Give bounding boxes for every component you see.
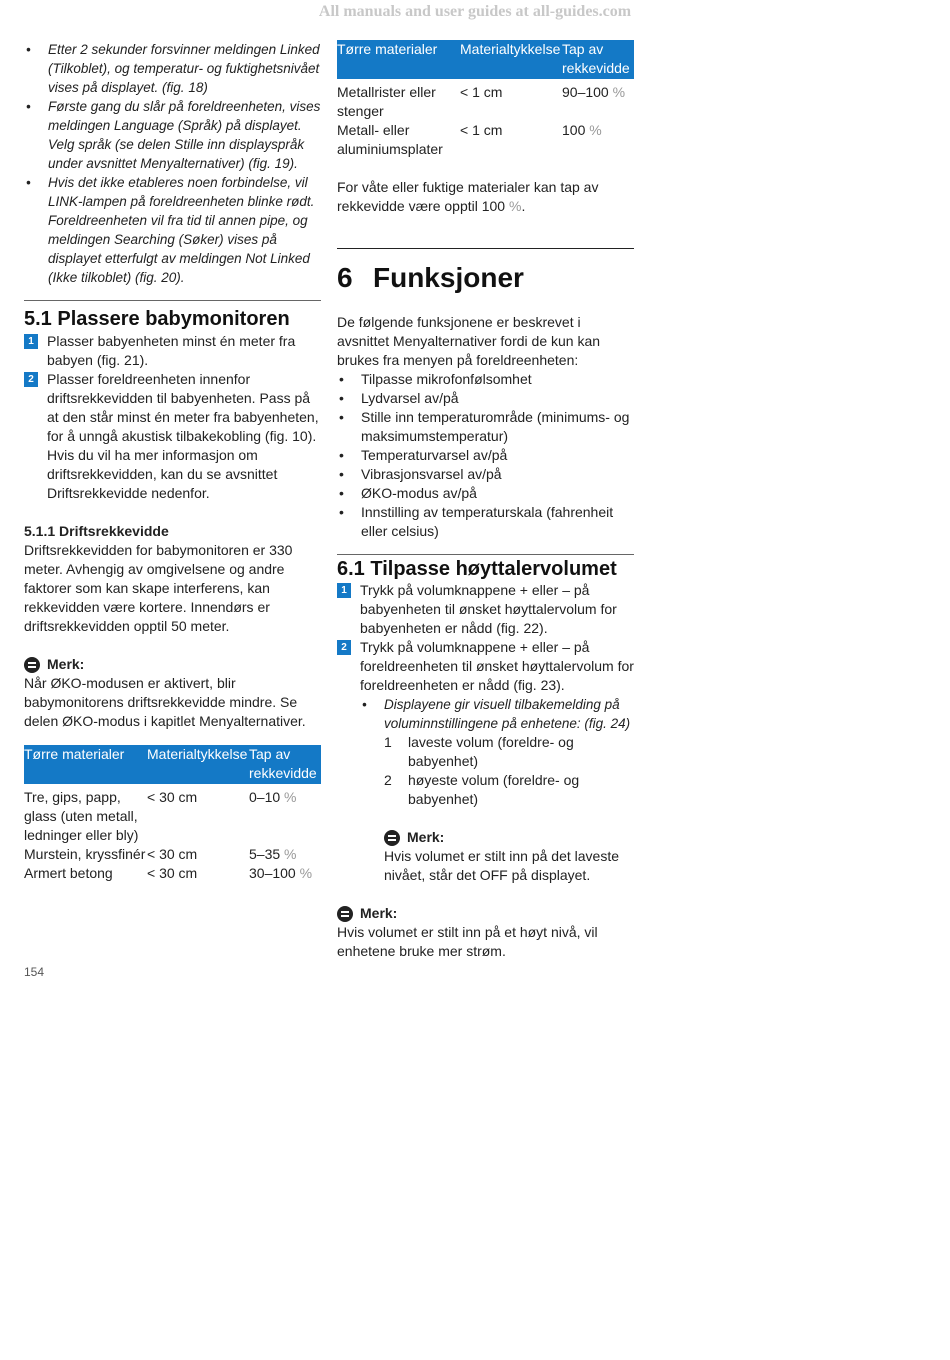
step-number: 1 <box>337 583 351 598</box>
level-number: 2 <box>384 772 392 788</box>
materials-table <box>337 40 634 159</box>
step-item <box>24 332 321 370</box>
note-text: Hvis volumet er stilt inn på det laveste nivået, står det OFF på displayet. <box>384 848 619 883</box>
subsection-text: Driftsrekkevidden for babymonitoren er 330 meter. Avhengig av omgivelsene og andre faktorer som kan skape interferens, kan rekkevidden være kortere. Innendørs er driftsrekkevidden opptil 50 meter. <box>24 542 293 634</box>
step-item <box>24 370 321 503</box>
table-row <box>337 121 634 159</box>
list-item: • ØKO-modus av/på <box>337 484 634 503</box>
percent-sign: % <box>509 198 522 214</box>
table-cell <box>249 784 321 845</box>
list-item <box>384 733 634 771</box>
table-row <box>24 864 321 883</box>
table-row <box>24 784 321 845</box>
table-cell <box>562 121 634 159</box>
table-header: Tørre materialer <box>337 40 460 79</box>
list-item: • Hvis det ikke etableres noen forbindelse, vil LINK-lampen på foreldreenheten blinke rødt. Foreldreenheten vil fra tid til annen pipe, og meldingen Searching (Søker) vises på displayet etterfulgt av meldingen Not Linked (Ikke tilkoblet) (fig. 20). <box>24 173 321 287</box>
materials-table <box>24 745 321 883</box>
table-cell: Metall- eller aluminiumsplater <box>337 122 443 157</box>
list-item: • Første gang du slår på foreldreenheten, vises meldingen Language (Språk) på displayet. Velg språk (se delen Stille inn displayspråk under avsnittet Menyalternativer) (fig. 19). <box>24 97 321 173</box>
table-header: Tørre materialer <box>24 745 147 784</box>
loss-value: 30–100 <box>249 865 296 881</box>
percent-sign: % <box>612 84 626 100</box>
section-title: 6.1 Tilpasse høyttalervolumet <box>337 558 617 580</box>
table-header: Materialtykkelse <box>147 745 249 784</box>
step-text: Plasser babyenheten minst én meter fra babyen (fig. 21). <box>47 333 296 368</box>
list-item: • Lydvarsel av/på <box>337 389 634 408</box>
note-heading <box>384 828 634 847</box>
table-cell: < 1 cm <box>460 122 503 138</box>
step-item <box>337 581 634 638</box>
list-item: • Tilpasse mikrofonfølsomhet <box>337 370 634 389</box>
volume-level-list <box>384 733 634 809</box>
note-label: Merk: <box>47 656 85 672</box>
table-row <box>337 79 634 121</box>
table-header: Tap av rekkevidde <box>562 40 634 79</box>
outer-note <box>337 904 634 961</box>
table-cell: Tre, gips, papp, glass (uten metall, ledninger eller bly) <box>24 789 139 843</box>
feature-list <box>337 370 634 541</box>
table-cell: < 30 cm <box>147 846 198 862</box>
list-item <box>384 771 634 809</box>
list-item: • Displayene gir visuell tilbakemelding på voluminnstillingene på enhetene: (fig. 24) <box>360 695 634 733</box>
sub-bullet-list <box>360 695 634 733</box>
note-icon <box>24 657 40 673</box>
list-item: • Stille inn temperaturområde (minimums- og maksimumstemperatur) <box>337 408 634 446</box>
table-cell <box>562 79 634 121</box>
step-item <box>337 638 634 885</box>
step-list <box>24 332 321 503</box>
page-number: 154 <box>24 965 45 979</box>
note-label: Merk: <box>407 829 445 845</box>
table-header: Materialtykkelse <box>460 40 562 79</box>
step-number: 2 <box>337 640 351 655</box>
loss-value: 100 <box>562 122 586 138</box>
step-list <box>337 581 634 885</box>
wet-materials-text: For våte eller fuktige materialer kan tap av rekkevidde være opptil 100 %. <box>337 179 599 214</box>
note-text: Hvis volumet er stilt inn på et høyt nivå, vil enhetene bruke mer strøm. <box>337 924 598 959</box>
table-cell: Metallrister eller stenger <box>337 84 436 119</box>
right-column <box>337 40 634 961</box>
table-cell <box>249 845 321 864</box>
note-icon <box>337 906 353 922</box>
left-column <box>24 40 321 883</box>
list-item: • Temperaturvarsel av/på <box>337 446 634 465</box>
chapter-divider <box>337 248 634 249</box>
step-extra-text: Hvis du vil ha mer informasjon om driftsrekkevidden, kan du se avsnittet Driftsrekkevidde nedenfor. <box>47 447 278 501</box>
percent-sign: % <box>284 789 297 805</box>
step-number: 1 <box>24 334 38 349</box>
level-text: høyeste volum (foreldre- og babyenhet) <box>408 772 580 807</box>
table-cell: < 1 cm <box>460 84 503 100</box>
level-text: laveste volum (foreldre- og babyenhet) <box>408 734 574 769</box>
note-label: Merk: <box>360 905 398 921</box>
percent-sign: % <box>284 846 297 862</box>
step-text: Trykk på volumknappene + eller – på babyenheten til ønsket høyttalervolum for babyenheten er nådd (fig. 22). <box>360 582 617 636</box>
step-number: 2 <box>24 372 38 387</box>
list-item: • Vibrasjonsvarsel av/på <box>337 465 634 484</box>
loss-value: 0–10 <box>249 789 281 805</box>
subsection-title: 5.1.1 Driftsrekkevidde <box>24 523 169 539</box>
table-header-row <box>24 745 321 784</box>
percent-sign: % <box>589 122 602 138</box>
table-cell: Armert betong <box>24 865 113 881</box>
loss-value: 90–100 <box>562 84 609 100</box>
table-cell: Murstein, kryssfinér <box>24 846 146 862</box>
note-text: Når ØKO-modusen er aktivert, blir babymonitorens driftsrekkevidde mindre. Se delen ØKO-modus i kapitlet Menyalternativer. <box>24 675 306 729</box>
list-item: • Etter 2 sekunder forsvinner meldingen Linked (Tilkoblet), og temperatur- og fuktighetsnivået vises på displayet. (fig. 18) <box>24 40 321 97</box>
inner-note <box>384 828 634 885</box>
chapter-title <box>337 260 634 296</box>
section-divider <box>337 554 634 555</box>
table-cell: < 30 cm <box>147 865 198 881</box>
percent-sign: % <box>299 865 313 881</box>
loss-value: 5–35 <box>249 846 281 862</box>
note-heading <box>24 655 321 674</box>
level-number: 1 <box>384 734 392 750</box>
note-heading <box>337 904 634 923</box>
watermark: All manuals and user guides at all-guides.com <box>318 3 632 20</box>
table-row <box>24 845 321 864</box>
section-title: 5.1 Plassere babymonitoren <box>24 308 290 330</box>
chapter-title-text: Funksjoner <box>373 262 524 293</box>
table-header: Tap av rekkevidde <box>249 745 321 784</box>
table-cell <box>249 864 321 883</box>
chapter-number: 6 <box>337 262 353 293</box>
list-item: • Innstilling av temperaturskala (fahrenheit eller celsius) <box>337 503 634 541</box>
section-divider <box>24 300 321 301</box>
step-text: Plasser foreldreenheten innenfor driftsrekkevidden til babyenheten. Pass på at den står minst én meter fra babyenheten, for å unngå akustisk tilbakekobling (fig. 10). <box>47 371 319 444</box>
table-cell: < 30 cm <box>147 789 198 805</box>
intro-bullet-list <box>24 40 321 287</box>
note-icon <box>384 830 400 846</box>
table-header-row <box>337 40 634 79</box>
chapter-intro: De følgende funksjonene er beskrevet i avsnittet Menyalternativer fordi de kun kan brukes fra menyen på foreldreenheten: <box>337 314 601 368</box>
step-text: Trykk på volumknappene + eller – på foreldreenheten til ønsket høyttalervolum for foreldreenheten er nådd (fig. 23). <box>360 639 634 693</box>
